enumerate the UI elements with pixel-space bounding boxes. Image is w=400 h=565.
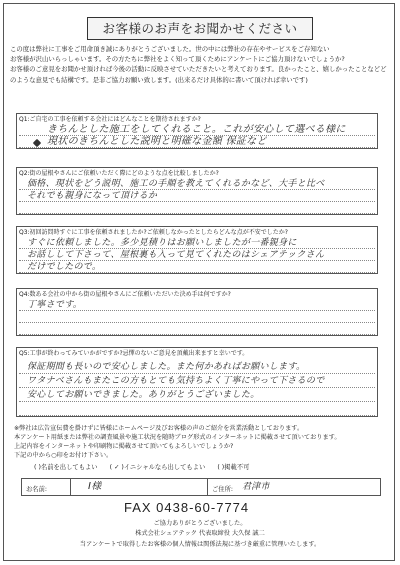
question-1-answer-line-2: 現状のきちんとした説明と明確な金額 保証など [47,136,267,147]
divider [70,479,71,495]
question-5-answer-line-3: 安心してお願いできました。ありがとうございました。 [27,390,260,400]
question-5-box [16,347,378,417]
question-2-answer-line-1: 価格、現状をどう説明、施工の手順を教えてくれるかなど、大手と比べ [27,179,325,189]
question-1-answer-line-1: きちんとした施工をしてくれること。これが安心して選べる様に [47,124,346,135]
note-line: ※弊社は広告宣伝費を掛けずに皆様にホームページ及びお客様の声のご紹介を営業活動としております。 [14,425,304,432]
name-address-box [21,478,381,496]
question-3-answer-line-1: すぐに依頼しました。多少見積りはお願いしましたが一番親身に [27,238,297,248]
question-4-label: Q4:数ある会社の中から街の屋根やさんにご依頼いただいた決め手は何ですか? [19,291,231,298]
question-1-label: Q1:ご自宅の工事を依頼する会社にはどんなことを期待されますか? [19,116,201,123]
question-5-answer-line-1: 保証期間も長いので安心しました。また何かあればお願いします。 [27,362,306,372]
footer-privacy: 当アンケートで取得したお客様の個人情報は関係法規に基づき厳重に管理いたします。 [79,541,321,548]
footer-thanks: ご協力ありがとうございました。 [153,520,247,527]
intro-text [10,44,392,85]
question-4-box [16,288,378,336]
answer-line [19,334,375,335]
consent-option-name[interactable]: ( )名前を出してもよい [34,464,98,471]
name-value: I様 [88,481,102,492]
note-line: 上記内容をインターネットや印刷物に掲載させて頂いてもよろしいでしょうか? [14,443,234,451]
fax-number: FAX 0438-60-7774 [124,500,250,515]
answer-line [19,401,375,402]
address-label: ご住所: [212,486,234,493]
consent-option-initial[interactable]: ( ✓ )イニシャルなら出してもよい [109,464,206,471]
address-value: 君津市 [242,482,270,492]
intro-line: お客様が沢山いらっしゃいます。その方たちに弊社をよく知って頂くためにアンケートにご協力頂けないでしょうか? [10,55,345,64]
question-2-label: Q2:街の屋根やさんにご依頼いただく際にどのような点を比較しましたか? [19,170,219,177]
intro-line: この度は弊社に工事をご用命頂き誠にありがとうございました。世の中には弊社の存在やサービスをご存知ない [10,45,330,53]
question-4-answer-line-1: 丁寧さです。 [27,300,83,310]
answer-line [19,387,375,388]
answer-line [19,322,375,323]
question-2-box [16,167,378,215]
answer-line [19,213,375,214]
question-3-label: Q3:初回訪問時すぐに工事を依頼されましたか?ご依頼しなかったとしたらどんな点が不安でしたか? [19,229,288,236]
note-line: 下記の中から○印をお付け下さい。 [14,452,113,460]
question-3-box [16,226,378,274]
question-3-answer-line-3: だけでしたので。 [27,262,102,272]
divider [207,479,208,495]
ink-mark [33,139,41,147]
question-3-answer-line-2: お話しして下さって、屋根裏も入って見てくれたのはシェアテックさん [27,250,325,260]
question-5-answer-line-2: ワタナベさんもまたこの方もとても気持ちよく丁寧にやって下さるので [27,376,325,386]
answer-line [19,415,375,416]
intro-line: お客様のご意見をお聞かせ頂ければ今後の活動に反映させていただきたいと考えております。良かったこと、嬉しかったことなどどのような意見でも結構です。是非ご協力お願い致します。(出来るだけ具体的に書いて頂ければ幸いです) [10,65,387,84]
question-2-answer-line-2: それでも親身になって頂けるか [27,191,158,201]
footer-company: 株式会社シェアテック 代表取締役 大久保 誠二 [135,530,265,537]
question-5-label: Q5:工事が終わってみていかがですか?忌憚のないご意見を頂戴出来ますと幸いです。 [19,350,249,357]
question-1-box [16,113,378,149]
note-line: 本アンケート用紙または弊社の調査風景や施工状況を随時ブログ形式のインターネットに掲載させて頂いております。 [14,434,341,442]
name-label: お名前: [26,486,48,493]
publication-notes [14,424,389,460]
page-title: お客様のお声をお聞かせください [87,17,313,40]
answer-line [19,373,375,374]
consent-options [34,463,259,472]
consent-option-none[interactable]: ( )掲載不可 [217,464,250,471]
